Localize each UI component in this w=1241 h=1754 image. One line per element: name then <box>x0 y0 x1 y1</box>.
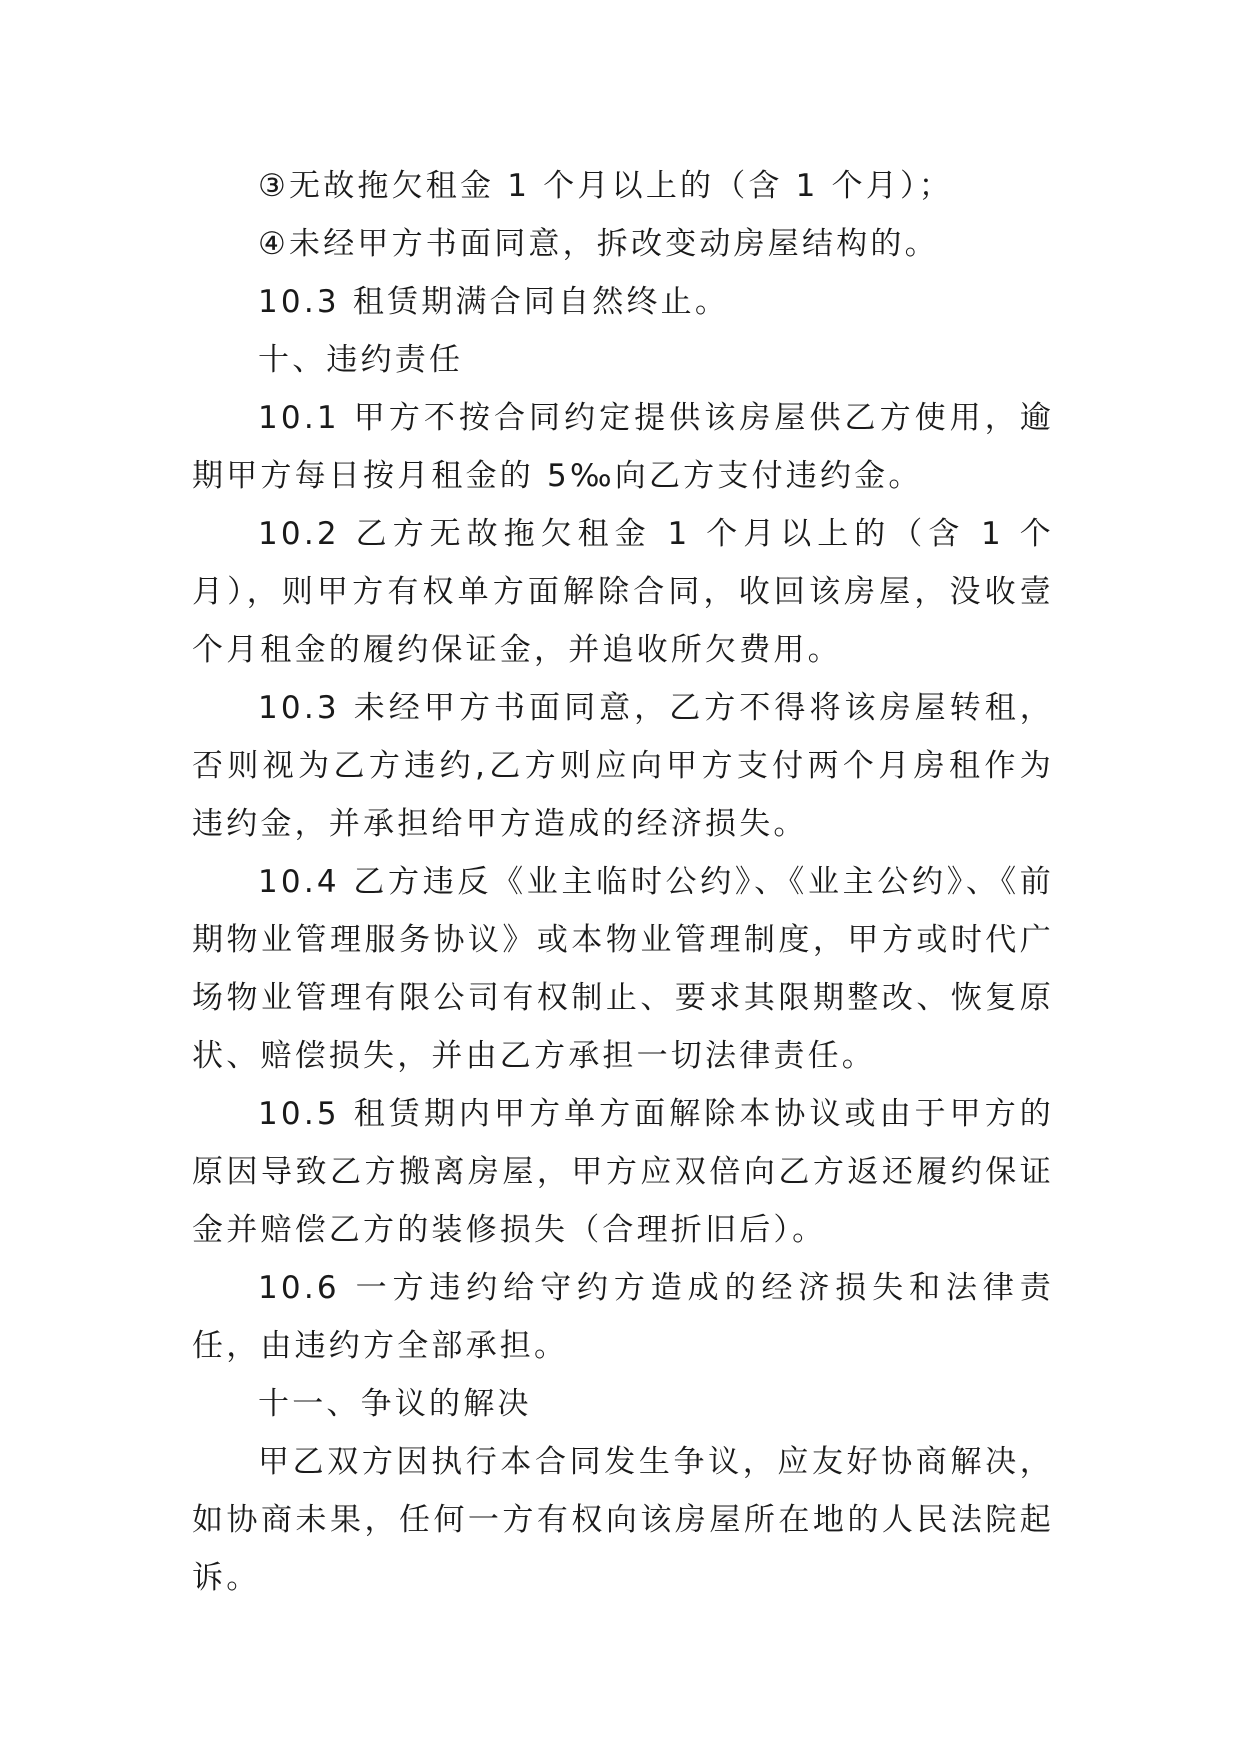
clause-10-2: 10.2 乙方无故拖欠租金 1 个月以上的（含 1 个月），则甲方有权单方面解除合同，收回该房屋，没收壹个月租金的履约保证金，并追收所欠费用。 <box>192 516 1054 668</box>
list-item-4: ④未经甲方书面同意，拆改变动房屋结构的。 <box>258 226 939 262</box>
clause-10-4: 10.4 乙方违反《业主临时公约》、《业主公约》、《前期物业管理服务协议》或本物业管理制度，甲方或时代广场物业管理有限公司有权制止、要求其限期整改、恢复原状、赔偿损失，并由乙方承担一切法律责任。 <box>192 864 1054 1074</box>
dispute-resolution-text: 甲乙双方因执行本合同发生争议，应友好协商解决，如协商未果，任何一方有权向该房屋所在地的人民法院起诉。 <box>192 1444 1054 1596</box>
section-heading-breach-liability: 十、违约责任 <box>258 342 464 378</box>
clause-10-1: 10.1 甲方不按合同约定提供该房屋供乙方使用，逾期甲方每日按月租金的 5‰向乙方支付违约金。 <box>192 400 1054 494</box>
clause-10-3-sublease: 10.3 未经甲方书面同意，乙方不得将该房屋转租，否则视为乙方违约,乙方则应向甲方支付两个月房租作为违约金，并承担给甲方造成的经济损失。 <box>192 690 1054 842</box>
clause-10-6: 10.6 一方违约给守约方造成的经济损失和法律责任，由违约方全部承担。 <box>192 1270 1054 1364</box>
section-heading-dispute-resolution: 十一、争议的解决 <box>258 1386 532 1422</box>
clause-10-5: 10.5 租赁期内甲方单方面解除本协议或由于甲方的原因导致乙方搬离房屋，甲方应双倍向乙方返还履约保证金并赔偿乙方的装修损失（合理折旧后）。 <box>192 1096 1054 1248</box>
list-item-3: ③无故拖欠租金 1 个月以上的（含 1 个月）； <box>258 168 953 204</box>
clause-10-3-term-expiry: 10.3 租赁期满合同自然终止。 <box>258 284 730 320</box>
document-body <box>192 157 1054 1607</box>
